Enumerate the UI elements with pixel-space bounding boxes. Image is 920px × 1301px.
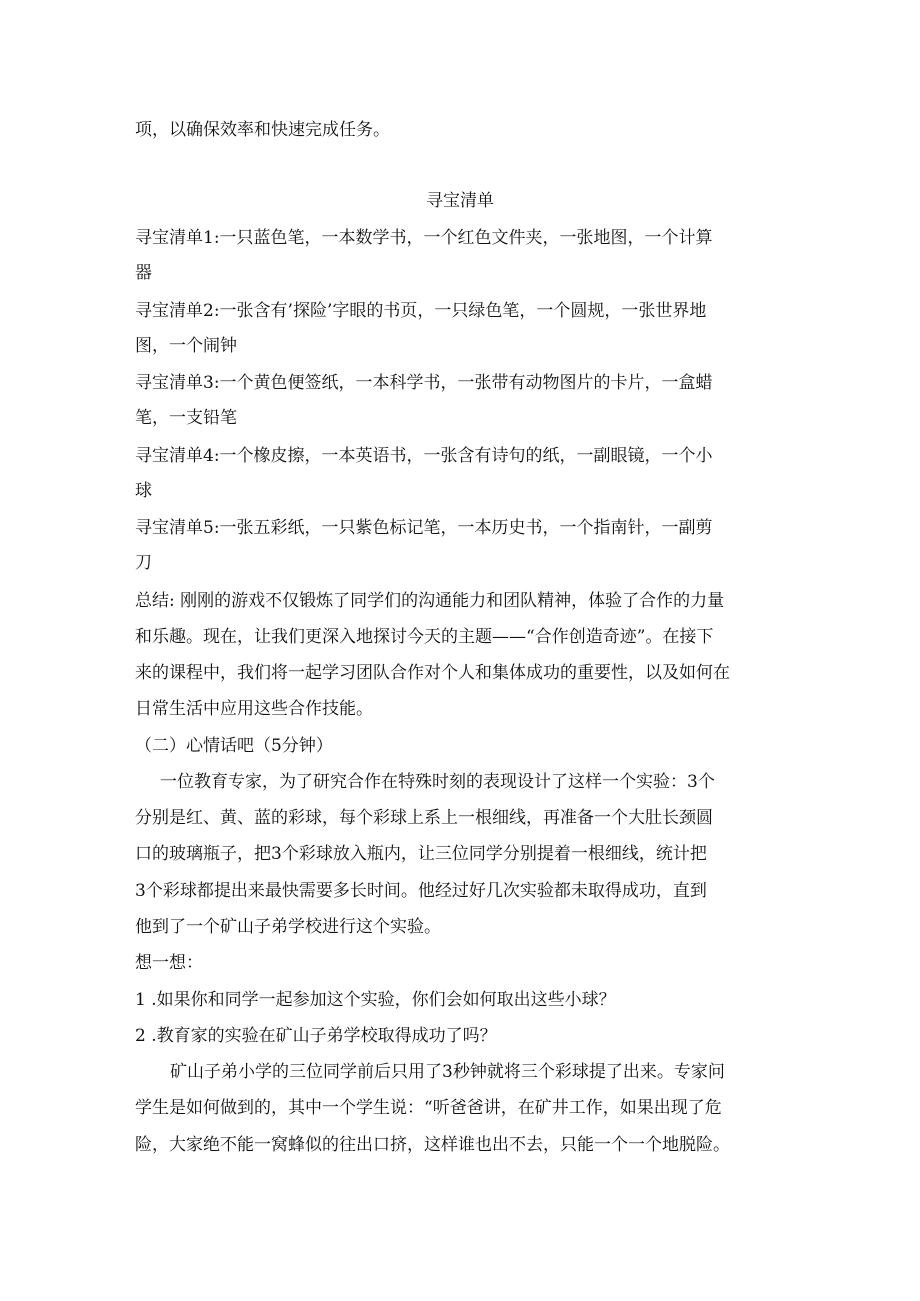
list-item: 寻宝清单5:一张五彩纸，一只紫色标记笔，一本历史书，一个指南针，一副剪 <box>135 518 713 538</box>
story-paragraph-line: 险，大家绝不能一窝蜂似的往出口挤，这样谁也出不去，只能一个一个地脱险。 <box>135 1135 730 1155</box>
section-title: 寻宝清单 <box>426 191 494 211</box>
list-item: 寻宝清单4:一个橡皮擦，一本英语书，一张含有诗句的纸，一副眼镜，一个小 <box>135 446 713 466</box>
summary-paragraph-line: 总结: 刚刚的游戏不仅锻炼了同学们的沟通能力和团队精神，体验了合作的力量 <box>135 591 725 611</box>
section-heading: （二）心情话吧（5分钟） <box>135 736 333 756</box>
list-item-continued: 图，一个闹钟 <box>135 336 237 356</box>
text-line: 项，以确保效率和快速完成任务。 <box>135 120 390 140</box>
summary-paragraph-line: 日常生活中应用这些合作技能。 <box>135 699 373 719</box>
summary-paragraph-line: 来的课程中，我们将一起学习团队合作对个人和集体成功的重要性，以及如何在 <box>135 663 730 683</box>
story-paragraph-line: 分别是红、黄、蓝的彩球，每个彩球上系上一根细线，再准备一个大肚长颈圆 <box>135 808 713 828</box>
story-paragraph-line: 学生是如何做到的，其中一个学生说：“听爸爸讲，在矿井工作，如果出现了危 <box>135 1098 722 1118</box>
summary-paragraph-line: 和乐趣。现在，让我们更深入地探讨今天的主题——“合作创造奇迹”。在接下 <box>135 627 714 647</box>
story-paragraph-line: 他到了一个矿山子弟学校进行这个实验。 <box>135 917 441 937</box>
think-heading: 想一想： <box>135 953 203 973</box>
list-item: 寻宝清单3:一个黄色便签纸，一本科学书，一张带有动物图片的卡片，一盒蜡 <box>135 373 713 393</box>
story-paragraph-line: 3个彩球都提出来最快需要多长时间。他经过好几次实验都未取得成功，直到 <box>135 881 707 901</box>
list-item-continued: 器 <box>135 263 152 283</box>
list-item: 寻宝清单2:一张含有’探险’字眼的书页，一只绿色笔，一个圆规，一张世界地 <box>135 301 707 321</box>
question-item: 2 .教育家的实验在矿山子弟学校取得成功了吗？ <box>135 1026 497 1046</box>
list-item-continued: 笔，一支铅笔 <box>135 408 237 428</box>
list-item: 寻宝清单1:一只蓝色笔，一本数学书，一个红色文件夹，一张地图，一个计算 <box>135 228 713 248</box>
story-paragraph-line: 一位教育专家，为了研究合作在特殊时刻的表现设计了这样一个实验：3个 <box>160 772 715 792</box>
story-paragraph-line: 口的玻璃瓶子，把3个彩球放入瓶内，让三位同学分别提着一根细线，统计把 <box>135 844 707 864</box>
list-item-continued: 球 <box>135 481 152 501</box>
story-paragraph-line: 矿山子弟小学的三位同学前后只用了3秒钟就将三个彩球提了出来。专家问 <box>170 1062 725 1082</box>
list-item-continued: 刀 <box>135 553 152 573</box>
question-item: 1 .如果你和同学一起参加这个实验，你们会如何取出这些小球？ <box>135 990 616 1010</box>
